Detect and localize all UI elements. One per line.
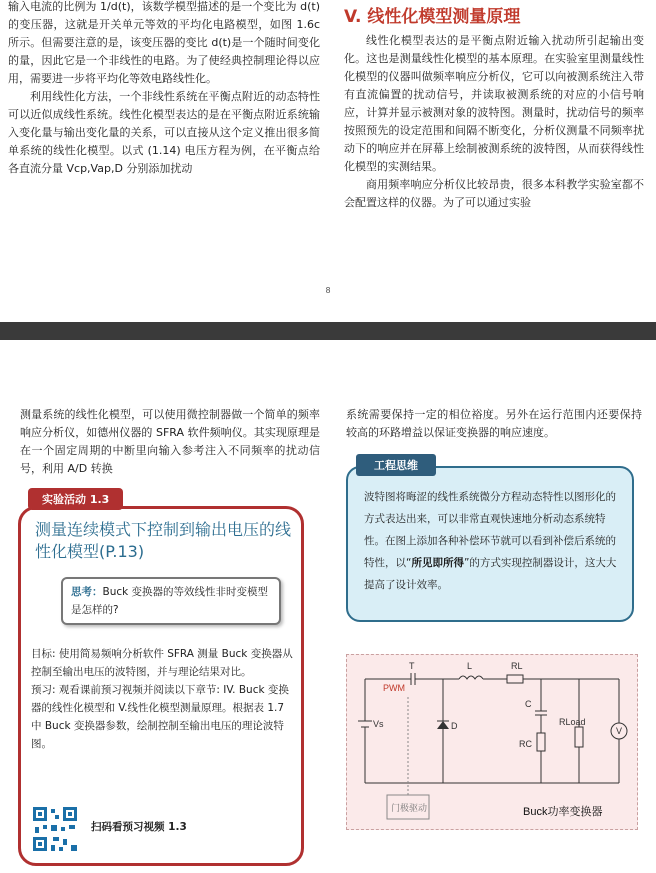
bottom-page <box>0 340 656 873</box>
label-rload: RLoad <box>559 717 586 727</box>
label-vs: Vs <box>373 719 384 729</box>
buck-circuit-diagram <box>346 654 638 830</box>
circuit-svg <box>347 655 639 831</box>
engineering-text-part: 波特图将晦涩的线性系统微分方程动态特性以图形化的方式表达出来，可以非常直观快速地分析动态系统特性。在图上添加各种补偿环节就可以看到补偿后系统的特性，以“ <box>364 491 616 569</box>
engineering-box <box>346 466 634 622</box>
engineering-tag: 工程思维 <box>356 454 436 476</box>
label-gate-drive: 门极驱动 <box>391 803 428 813</box>
paragraph: 输入电流的比例为 1/d(t)，该数学模型描述的是一个变比为 d(t)的变压器，这就是开关单元等效的平均化电路模型，如图 1.6c 所示。但需要注意的是，该变压器的变比 d(t)是一个随时间变化的量，因此它是一个非线性的电路。为了使经典控制理论得以应用，需要进一步将平均化等效电路线性化。 <box>8 0 320 85</box>
paragraph: 商用频率响应分析仪比较昂贵，很多本科教学实验室都不会配置这样的仪器。为了可以通过实验 <box>344 178 644 209</box>
label-t: T <box>409 661 415 671</box>
label-d: D <box>451 721 458 731</box>
label-rl: RL <box>511 661 523 671</box>
label-c: C <box>525 699 532 709</box>
bottom-right-intro <box>346 406 642 442</box>
page-number: 8 <box>325 286 331 295</box>
top-left-column <box>8 0 320 178</box>
bottom-left-intro <box>20 406 320 478</box>
circuit-title: Buck功率变换器 <box>523 806 603 818</box>
activity-goal: 目标: 使用简易频响分析软件 SFRA 测量 Buck 变换器从控制至输出电压的波特图，并与理论结果对比。 <box>31 648 293 678</box>
activity-title: 测量连续模式下控制到输出电压的线性化模型(P.13) <box>35 520 292 561</box>
activity-preview: 预习: 观看课前预习视频并阅读以下章节: IV. Buck 变换器的线性化模型和 V.线性化模型测量原理。根据表 1.7 中 Buck 变换器参数，绘制控制至输出电压的理论波特图。 <box>31 684 289 750</box>
paragraph: 测量系统的线性化模型，可以使用微控制器做一个简单的频率响应分析仪，如德州仪器的 SFRA 软件频响仪。其实现原理是在一个固定周期的中断里向输入参考注入不同频率的扰动信号，利用 A/D 转换 <box>20 408 320 475</box>
paragraph: 系统需要保持一定的相位裕度。另外在运行范围内还要保持较高的环路增益以保证变换器的响应速度。 <box>346 408 642 439</box>
engineering-emphasis: 所见即所得 <box>411 557 464 569</box>
think-bubble <box>61 577 281 625</box>
paragraph: 线性化模型表达的是平衡点附近输入扰动所引起输出变化。这也是测量线性化模型的基本原理。在实验室里测量线性化模型的仪器叫做频率响应分析仪，它可以向被测系统注入带有直流偏置的扰动信号，并读取被测系统的对应的小信号响应，计算并显示被测对象的波特图。测量时，扰动信号的频率按照预先的设定范围和间隔不断变化，分析仪测量不同频率扰动下的响应并在屏幕上绘制被测系统的波特图，从而获得线性化模型的实测结果。 <box>344 34 644 173</box>
think-label: 思考： <box>71 586 103 598</box>
engineering-text-part: ”的方式实现控制器设计，这大大提高了设计效率。 <box>364 557 617 591</box>
activity-tag: 实验活动 1.3 <box>28 488 123 510</box>
page-separator <box>0 322 656 340</box>
qr-code-icon[interactable] <box>31 805 79 853</box>
engineering-text <box>364 486 620 596</box>
think-text: Buck 变换器的等效线性非时变模型是怎样的? <box>71 586 269 616</box>
label-rc: RC <box>519 739 532 749</box>
top-page <box>0 0 656 322</box>
activity-text <box>31 645 293 753</box>
label-l: L <box>467 661 473 671</box>
activity-box <box>18 506 304 866</box>
section-title: V. 线性化模型测量原理 <box>344 7 521 27</box>
label-pwm: PWM <box>383 683 405 693</box>
paragraph: 利用线性化方法，一个非线性系统在平衡点附近的动态特性可以近似成线性系统。线性化模型表达的是在平衡点附近系统输入变化量与输出变化量的关系，可以直接从这个定义推出很多简单系统的线性化模型。以式 (1.14) 电压方程为例，在平衡点给各直流分量 Vcp,Vap,D 分别添加扰动 <box>8 90 320 175</box>
qr-label: 扫码看预习视频 1.3 <box>91 821 187 833</box>
top-right-column <box>344 6 644 212</box>
label-v: V <box>616 726 623 736</box>
